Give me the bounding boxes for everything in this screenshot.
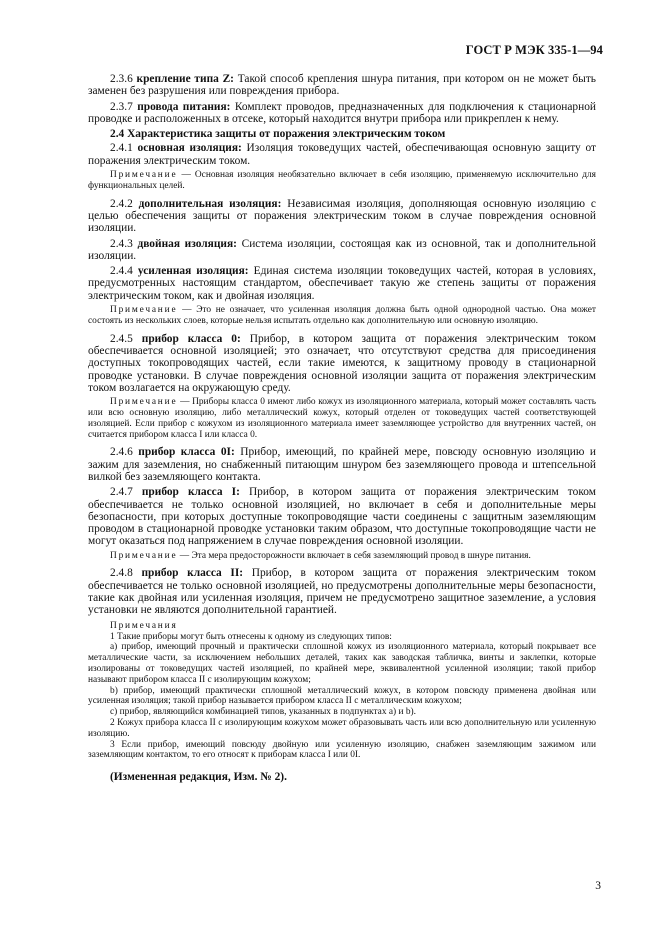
clause-number: 2.4.7 [110, 486, 133, 499]
term: прибор класса 0: [141, 332, 241, 345]
definition: Единая система изоляции токоведущих частей, которая в условиях, предусмотренных настоящим стандартом, обеспечивает такую же степень защиты от поражения электрическим током, как и двойная изоляция. [88, 265, 596, 302]
paragraph-2-4-8 [88, 567, 596, 616]
clause-number: 2.4.3 [110, 237, 133, 250]
definition: Независимая изоляция, дополняющая основную изоляцию с целью обеспечения защиты от поражения электрическим током в случае повреждения основной изоляции. [88, 197, 596, 235]
paragraph-2-4-4 [88, 265, 596, 302]
note-item: 3 Если прибор, имеющий повсюду двойную или усиленную изоляцию, снабжен заземляющим зажимом или заземляющим контактом, то его относят к приборам класса I или 0I. [88, 739, 596, 761]
clause-number: 2.4.6 [110, 446, 133, 459]
term: основная изоляция: [137, 142, 242, 155]
term: прибор класса I: [141, 486, 240, 499]
note-text: — Эта мера предосторожности включает в себя заземляющий провод в шнуре питания. [179, 550, 531, 561]
note-2-4-4 [88, 305, 596, 327]
note-label: Примечание [110, 550, 178, 561]
note-label: Примечание [110, 170, 178, 181]
paragraph-2-4-5 [88, 333, 596, 394]
paragraph-2-3-6 [88, 73, 596, 98]
note-item: 1 Такие приборы могут быть отнесены к одному из следующих типов: [110, 631, 392, 642]
clause-number: 2.3.6 [110, 73, 133, 85]
note-text: — Приборы класса 0 имеют либо кожух из изоляционного материала, который может составлять часть или всю основную изоляцию, либо металлический кожух, который отделен от токоведущих частей соответствующей изоляцией. Если прибор с кожухом из изоляционного материала имеет заземляющее устройство для внутренних частей, он считается прибором класса I или класса 0. [88, 397, 597, 440]
term: усиленная изоляция: [137, 265, 249, 278]
note-2-4-7 [88, 551, 596, 562]
page-number: 3 [595, 880, 601, 892]
paragraph-2-4-7 [88, 486, 596, 547]
notes-heading: Примечания [110, 620, 178, 631]
definition: Комплект проводов, предназначенных для подключения к стационарной проводке и расположенных в отсеке, который находится внутри прибора или прикреплен к нему. [88, 100, 597, 125]
clause-number: 2.4.4 [110, 265, 133, 278]
note-label: Примечание [110, 397, 178, 408]
note-label: Примечание [110, 305, 178, 316]
document-body [88, 73, 596, 784]
section-heading-2-4: 2.4 Характеристика защиты от поражения электрическим током [110, 128, 446, 141]
term: дополнительная изоляция: [138, 197, 282, 210]
definition: Система изоляции, состоящая как из основной, так и дополнительной изоляции. [88, 237, 596, 262]
note-item: а) прибор, имеющий прочный и практически сплошной кожух из изоляционного материала, который покрывает все металлические части, за исключением небольших деталей, таких как заводская табличка, винты и заклепки, которые изолированы от токоведущих частей изоляцией, по крайней мере, эквивалентной усиленной изоляции; такой прибор называют прибором класса II с изолирующим кожухом; [88, 642, 596, 685]
note-item: c) прибор, являющийся комбинацией типов, указанных в подпунктах а) и b). [110, 707, 416, 718]
clause-number: 2.3.7 [110, 100, 133, 113]
document-header: ГОСТ Р МЭК 335-1—94 [465, 43, 603, 57]
note-text: — Основная изоляция необязательно включает в себя изоляцию, применяемую исключительно для функциональных целей. [88, 170, 596, 191]
term: провода питания: [137, 100, 231, 113]
definition: Такой способ крепления шнура питания, при котором он не может быть заменен без разрушения или повреждения прибора. [88, 73, 596, 98]
term: двойная изоляция: [137, 237, 237, 250]
definition: Изоляция токоведущих частей, обеспечивающая основную защиту от поражения электрическим током. [88, 142, 596, 167]
clause-number: 2.4.2 [110, 197, 133, 210]
note-text: — Это не означает, что усиленная изоляция должна быть одной однородной частью. Она может состоять из нескольких слоев, которые нельзя испытать отдельно как дополнительную или основную изоляцию. [88, 305, 597, 326]
paragraph-2-3-7 [88, 101, 596, 126]
note-item: b) прибор, имеющий практически сплошной металлический кожух, в котором повсюду применена двойная или усиленная изоляция; такой прибор называется прибором класса II с металлическим кожухом; [88, 685, 596, 707]
definition: Прибор, в котором защита от поражения электрическим током обеспечивается не только основной изоляцией, но включает в себя и дополнительные меры безопасности, при которых доступные токопроводящие части соединены с защитным заземляющим проводом в стационарной проводке установки таким образом, что доступные токопроводящие части не могут оказаться под напряжением в случае повреждения основной изоляции. [88, 486, 596, 548]
clause-number: 2.4.5 [110, 332, 133, 345]
definition: Прибор, в котором защита от поражения электрическим током обеспечивается основной изоляцией; это означает, что отсутствуют средства для присоединения доступных токопроводящих частей, если такие имеются, к защитному проводу в стационарной проводке установки. В случае повреждения основной изоляции защита от поражения электрическим током возлагается на окружающую среду. [88, 332, 596, 394]
clause-number: 2.4.1 [110, 142, 133, 155]
clause-number: 2.4.8 [110, 567, 133, 580]
note-2-4-1 [88, 170, 596, 192]
paragraph-2-4-6 [88, 446, 596, 483]
paragraph-2-4-1 [88, 142, 596, 167]
definition: Прибор, в котором защита от поражения электрическим током обеспечивается не только основной изоляцией, но предусмотрены дополнительные меры безопасности, такие как двойная или усиленная изоляция, причем не предусмотрено защитное заземление, а условия установки не являются дополнительной гарантией. [88, 567, 596, 617]
term: прибор класса 0I: [138, 446, 235, 459]
note-item: 2 Кожух прибора класса II с изолирующим кожухом может образовывать часть или всю дополнительную или усиленную изоляцию. [88, 718, 596, 739]
term: крепление типа Z: [136, 73, 234, 85]
definition: Прибор, имеющий, по крайней мере, повсюду основную изоляцию и зажим для заземления, но снабженный питающим шнуром без заземляющего провода и штепсельной вилкой без заземляющего контакта. [88, 446, 596, 483]
paragraph-2-4-2 [88, 198, 596, 235]
note-2-4-5 [88, 397, 596, 440]
paragraph-2-4-3 [88, 238, 596, 263]
amendment-note: (Измененная редакция, Изм. № 2). [110, 771, 287, 784]
term: прибор класса II: [141, 567, 244, 580]
